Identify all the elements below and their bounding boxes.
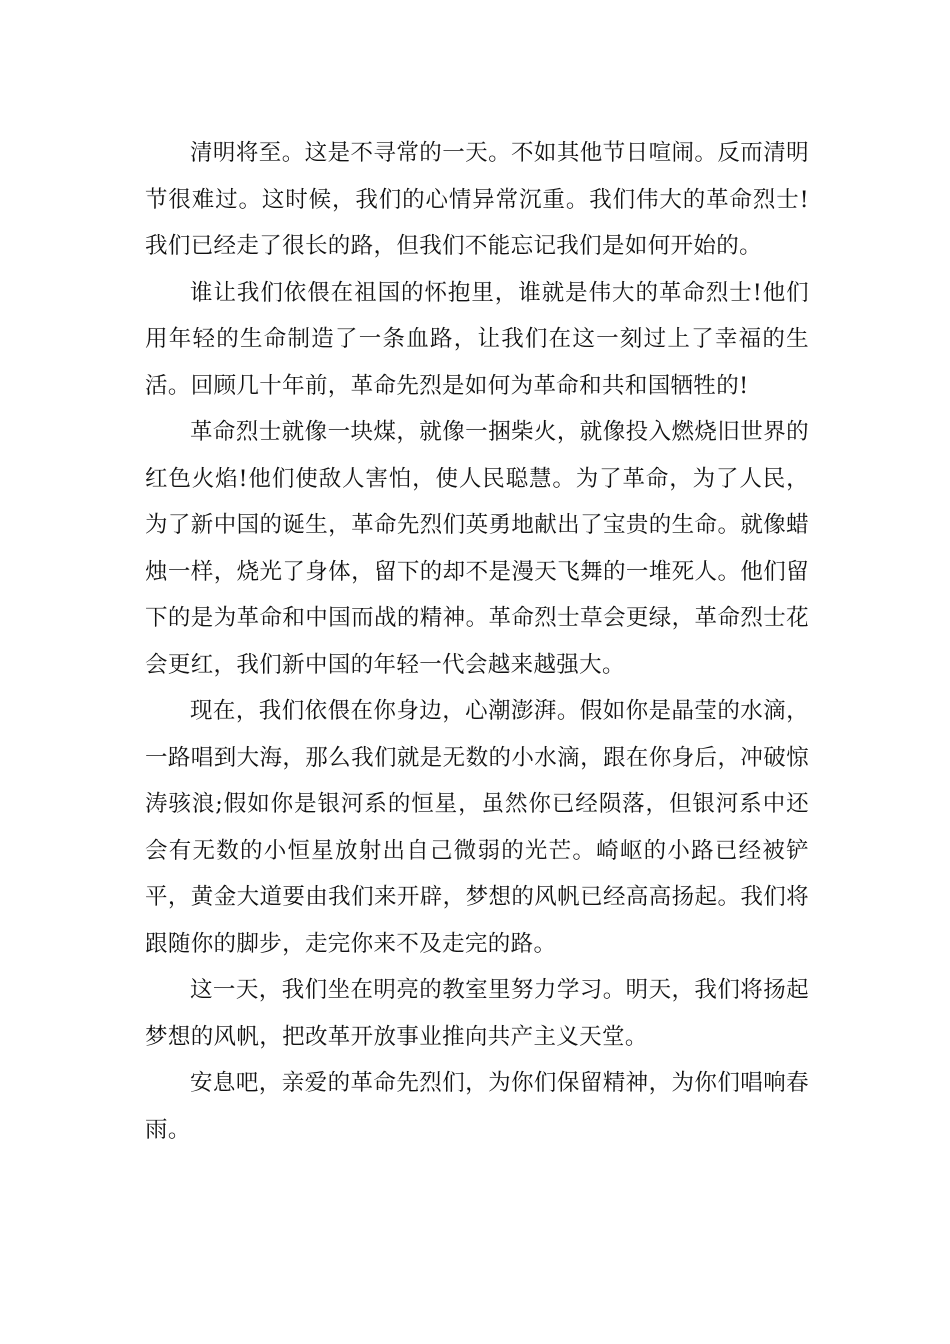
document-body: [145, 130, 809, 1153]
paragraph-6: 安息吧，亲爱的革命先烈们，为你们保留精神，为你们唱响春雨。: [145, 1070, 809, 1143]
paragraph-2: 谁让我们依偎在祖国的怀抱里，谁就是伟大的革命烈士!他们用年轻的生命制造了一条血路，让我们在这一刻过上了幸福的生活。回顾几十年前，革命先烈是如何为革命和共和国牺牲的!: [145, 279, 809, 399]
paragraph-3: 革命烈士就像一块煤，就像一捆柴火，就像投入燃烧旧世界的红色火焰!他们使敌人害怕，使人民聪慧。为了革命，为了人民，为了新中国的诞生，革命先烈们英勇地献出了宝贵的生命。就像蜡烛一样，烧光了身体，留下的却不是漫天飞舞的一堆死人。他们留下的是为革命和中国而战的精神。革命烈士草会更绿，革命烈士花会更红，我们新中国的年轻一代会越来越强大。: [145, 419, 809, 678]
paragraph-4: 现在，我们依偎在你身边，心潮澎湃。假如你是晶莹的水滴，一路唱到大海，那么我们就是无数的小水滴，跟在你身后，冲破惊涛骇浪;假如你是银河系的恒星，虽然你已经陨落，但银河系中还会有无数的小恒星放射出自己微弱的光芒。崎岖的小路已经被铲平，黄金大道要由我们来开辟，梦想的风帆已经高高扬起。我们将跟随你的脚步，走完你来不及走完的路。: [145, 698, 809, 957]
paragraph-1: 清明将至。这是不寻常的一天。不如其他节日喧闹。反而清明节很难过。这时候，我们的心情异常沉重。我们伟大的革命烈士!我们已经走了很长的路，但我们不能忘记我们是如何开始的。: [145, 140, 809, 259]
paragraph-5: 这一天，我们坐在明亮的教室里努力学习。明天，我们将扬起梦想的风帆，把改革开放事业推向共产主义天堂。: [145, 977, 809, 1050]
